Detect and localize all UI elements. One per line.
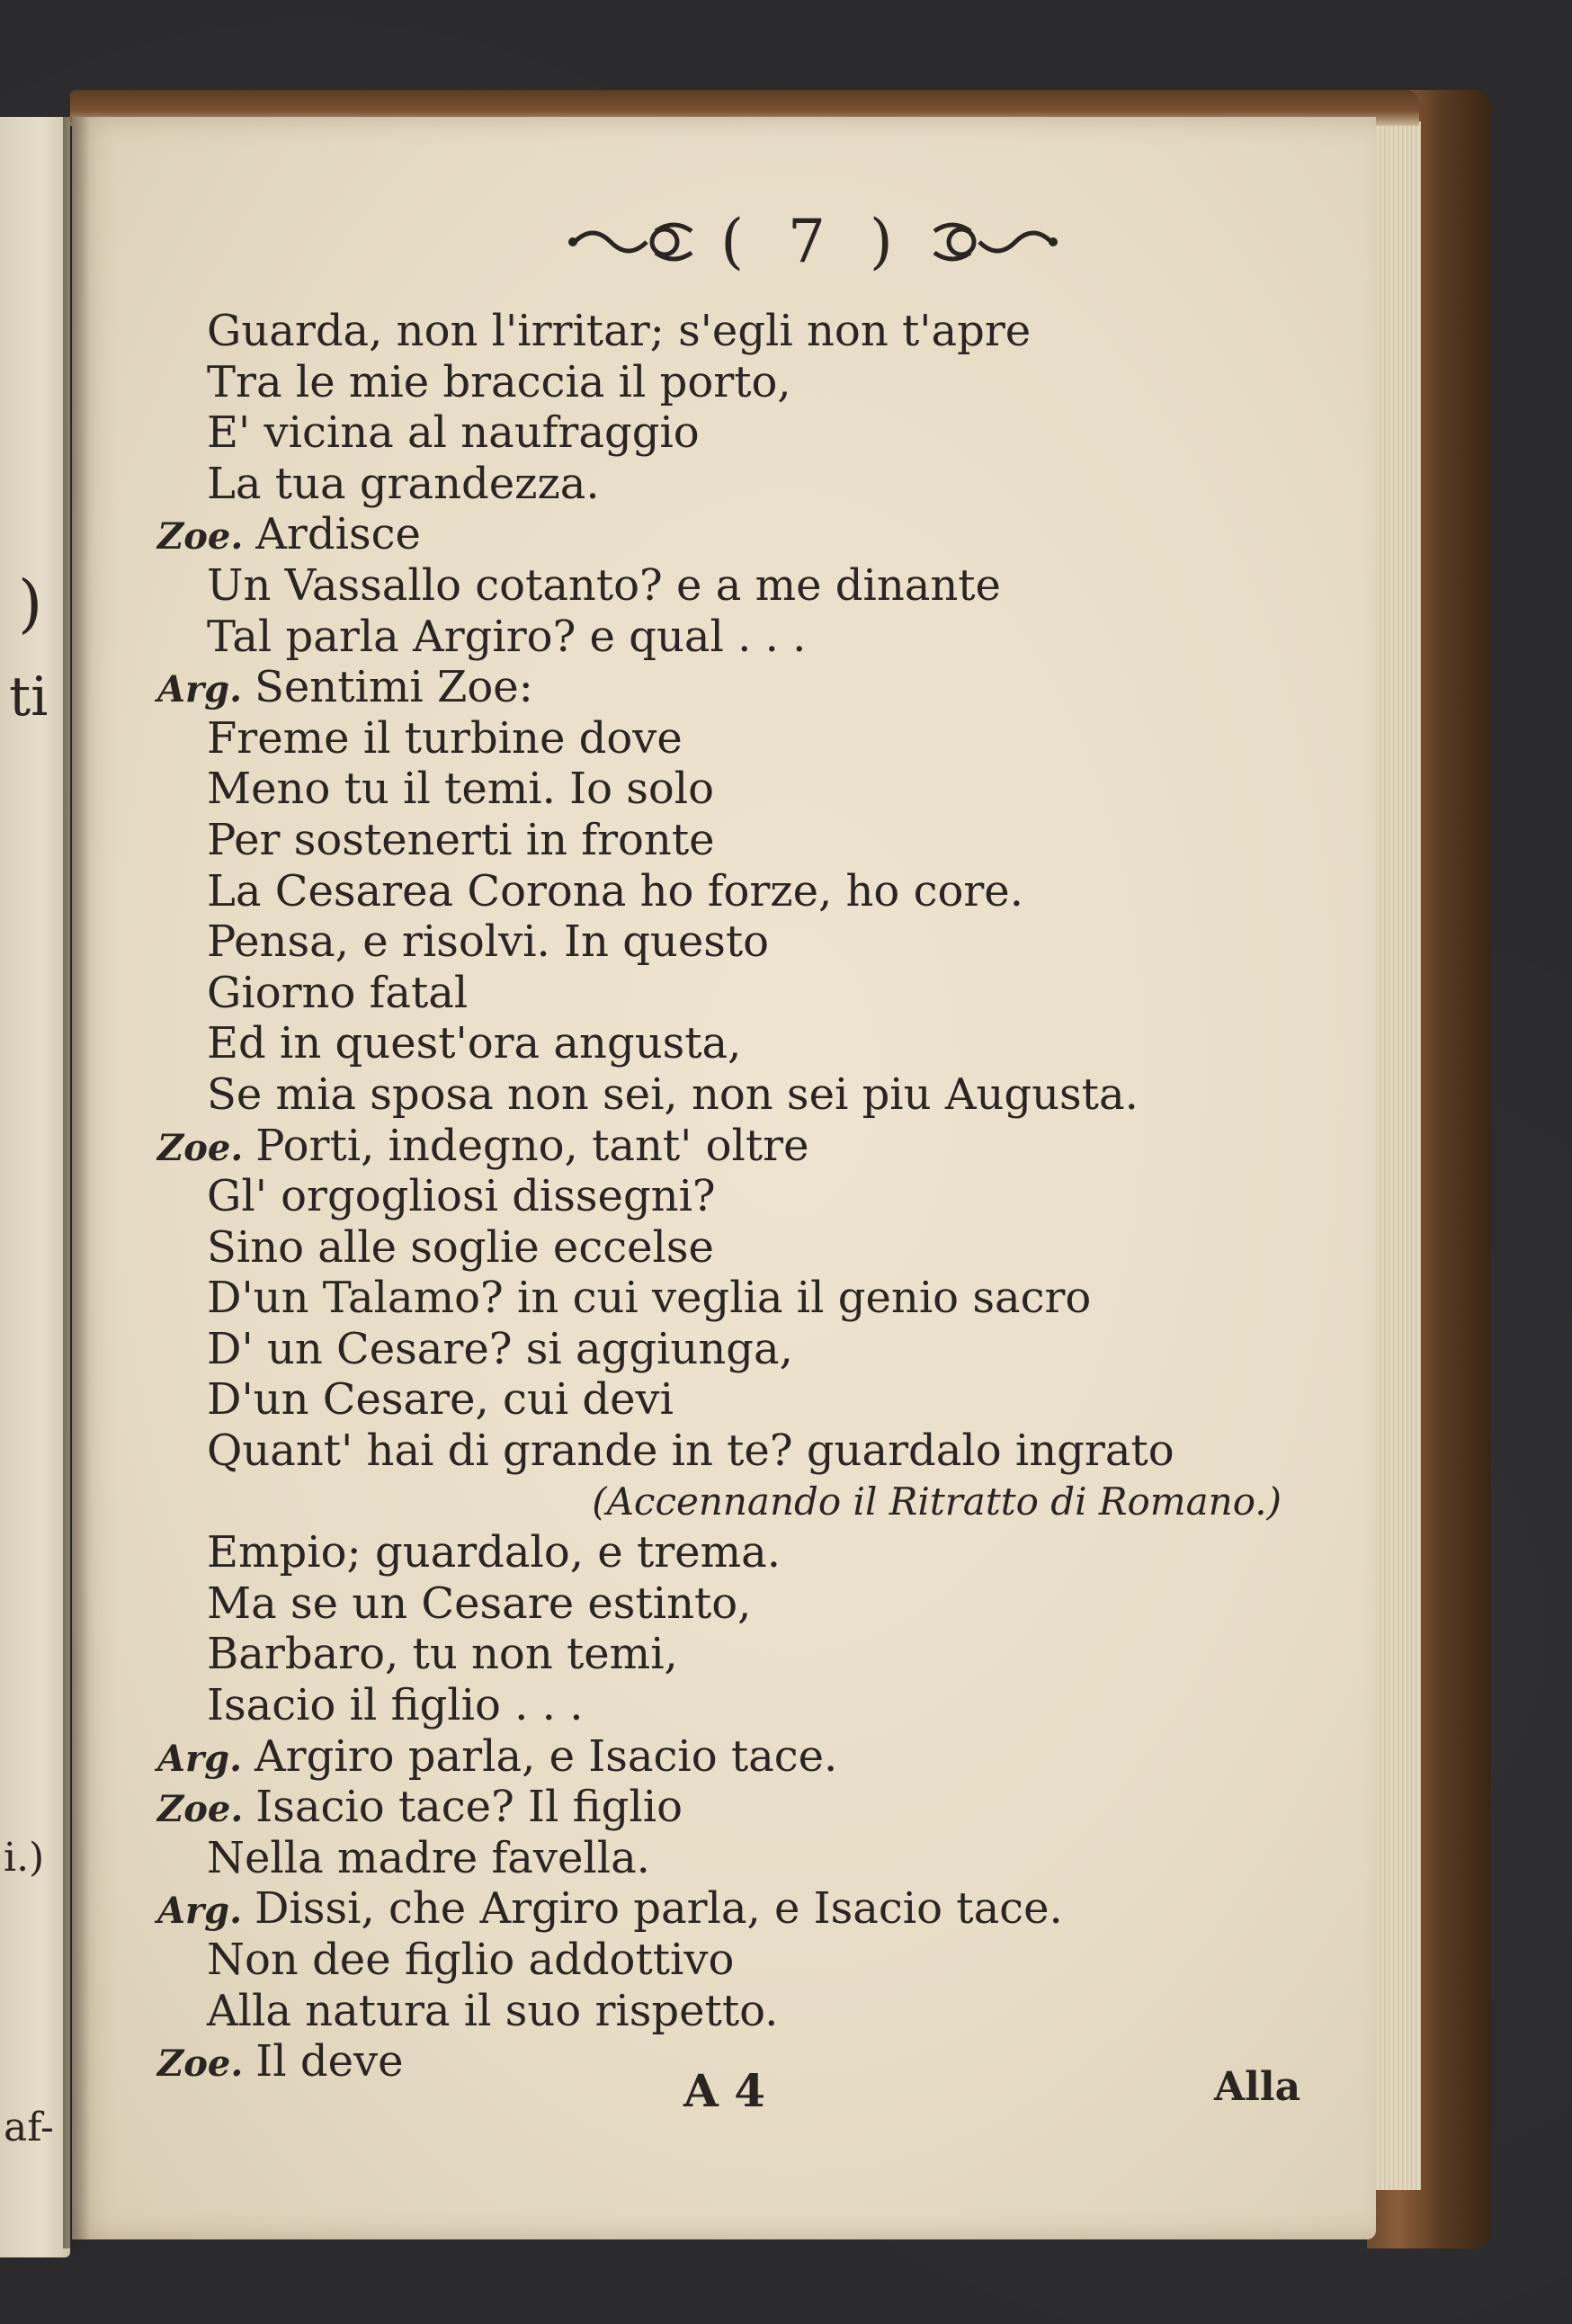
verse-line <box>148 916 1344 968</box>
verse-line <box>148 764 1344 815</box>
line-text: Barbaro, tu non temi, <box>207 1629 678 1680</box>
line-text: Porti, indegno, tant' oltre <box>255 1120 809 1171</box>
verse-line <box>148 1069 1344 1121</box>
verse-line <box>148 815 1344 866</box>
verse-line <box>148 1883 1344 1935</box>
verse-line <box>148 1273 1344 1324</box>
stage-direction <box>148 1477 1344 1528</box>
line-text: E' vicina al naufraggio <box>207 407 700 459</box>
verse-line <box>148 1833 1344 1884</box>
line-text: La Cesarea Corona ho forze, ho core. <box>207 865 1023 916</box>
line-text: Tal parla Argiro? e qual . . . <box>207 611 807 662</box>
verse-line <box>148 1782 1344 1833</box>
line-text: Sino alle soglie eccelse <box>207 1221 714 1273</box>
line-text: Non dee figlio addottivo <box>207 1935 735 1985</box>
line-text: Freme il turbine dove <box>207 712 683 764</box>
line-text: Tra le mie braccia il porto, <box>207 356 791 407</box>
line-text: Dissi, che Argiro parla, e Isacio tace. <box>255 1883 1063 1935</box>
previous-page-edge <box>0 117 70 2257</box>
left-page-fragment: i.) <box>4 1835 45 1881</box>
speaker-name: Arg. <box>157 668 243 711</box>
verse-line <box>148 1324 1344 1375</box>
verse-line <box>148 1527 1344 1578</box>
line-text: Argiro parla, e Isacio tace. <box>255 1730 838 1782</box>
signature-mark: A 4 <box>683 2064 765 2117</box>
verse-line <box>148 1426 1344 1477</box>
line-text: Quant' hai di grande in te? guardalo ingrato <box>207 1426 1175 1477</box>
verse-line <box>148 612 1344 663</box>
verse-line <box>148 662 1344 713</box>
speaker-name: Zoe. <box>157 1126 244 1169</box>
line-text: Sentimi Zoe: <box>255 662 533 713</box>
line-text: D'un Talamo? in cui veglia il genio sacro <box>207 1273 1092 1324</box>
verse-line <box>148 306 1344 357</box>
verse-line <box>148 1731 1344 1783</box>
line-text: Isacio il figlio . . . <box>207 1680 584 1731</box>
verse-line <box>148 1680 1344 1731</box>
line-text: La tua grandezza. <box>207 458 600 509</box>
speaker-name: Arg. <box>157 1737 243 1780</box>
left-page-fragment: ) <box>18 567 43 640</box>
line-text: Ma se un Cesare estinto, <box>207 1578 752 1629</box>
verse-line <box>148 1018 1344 1069</box>
verse-line <box>148 968 1344 1019</box>
verse-line <box>148 1986 1344 2037</box>
line-text: Se mia sposa non sei, non sei piu Augusta. <box>207 1068 1139 1120</box>
verse-line <box>148 509 1344 560</box>
verse-line <box>148 713 1344 764</box>
line-text: Ardisce <box>255 509 421 560</box>
line-text: Per sostenerti in fronte <box>207 814 715 865</box>
line-text: Nella madre favella. <box>207 1832 650 1883</box>
verse-line <box>148 1374 1344 1426</box>
verse-line <box>148 866 1344 917</box>
verse-line <box>148 1222 1344 1274</box>
verse-line <box>148 357 1344 408</box>
left-ornament-icon <box>566 215 701 269</box>
line-text: Alla natura il suo rispetto. <box>207 1985 779 2036</box>
line-text: Gl' orgogliosi dissegni? <box>207 1171 716 1222</box>
verse-line <box>148 1171 1344 1222</box>
line-text: Pensa, e risolvi. In questo <box>207 916 770 968</box>
speaker-name: Arg. <box>157 1890 243 1933</box>
verse-line <box>148 1121 1344 1172</box>
line-text: Il deve <box>255 2036 404 2087</box>
page-header <box>0 207 1572 276</box>
line-text: Ed in quest'ora angusta, <box>207 1018 742 1069</box>
speaker-name: Zoe. <box>157 2042 244 2086</box>
verse-line <box>148 459 1344 510</box>
verse-line <box>148 1629 1344 1680</box>
line-text: (Accennando il Ritratto di Romano.) <box>592 1479 1282 1524</box>
verse-text <box>148 306 1344 2087</box>
verse-line <box>148 407 1344 459</box>
verse-line <box>148 560 1344 612</box>
verse-line <box>148 1935 1344 1986</box>
page-number: ( 7 ) <box>720 207 906 276</box>
left-page-fragment: af- <box>4 2105 54 2150</box>
speaker-name: Zoe. <box>157 515 244 559</box>
right-ornament-icon <box>925 215 1060 269</box>
line-text: Empio; guardalo, e trema. <box>207 1527 781 1578</box>
speaker-name: Zoe. <box>157 1788 244 1831</box>
line-text: Un Vassallo cotanto? e a me dinante <box>207 559 1001 611</box>
line-text: Giorno fatal <box>207 967 469 1018</box>
line-text: Guarda, non l'irritar; s'egli non t'apre <box>207 306 1032 356</box>
catchword: Alla <box>1214 2064 1301 2110</box>
gutter-shadow <box>63 117 90 2248</box>
line-text: Isacio tace? Il figlio <box>255 1782 683 1833</box>
line-text: D' un Cesare? si aggiunga, <box>207 1323 793 1374</box>
line-text: Meno tu il temi. Io solo <box>207 764 715 815</box>
line-text: D'un Cesare, cui devi <box>207 1374 674 1426</box>
page-footer <box>0 2064 1572 2127</box>
verse-line <box>148 1578 1344 1630</box>
left-page-fragment: ti <box>9 666 49 728</box>
